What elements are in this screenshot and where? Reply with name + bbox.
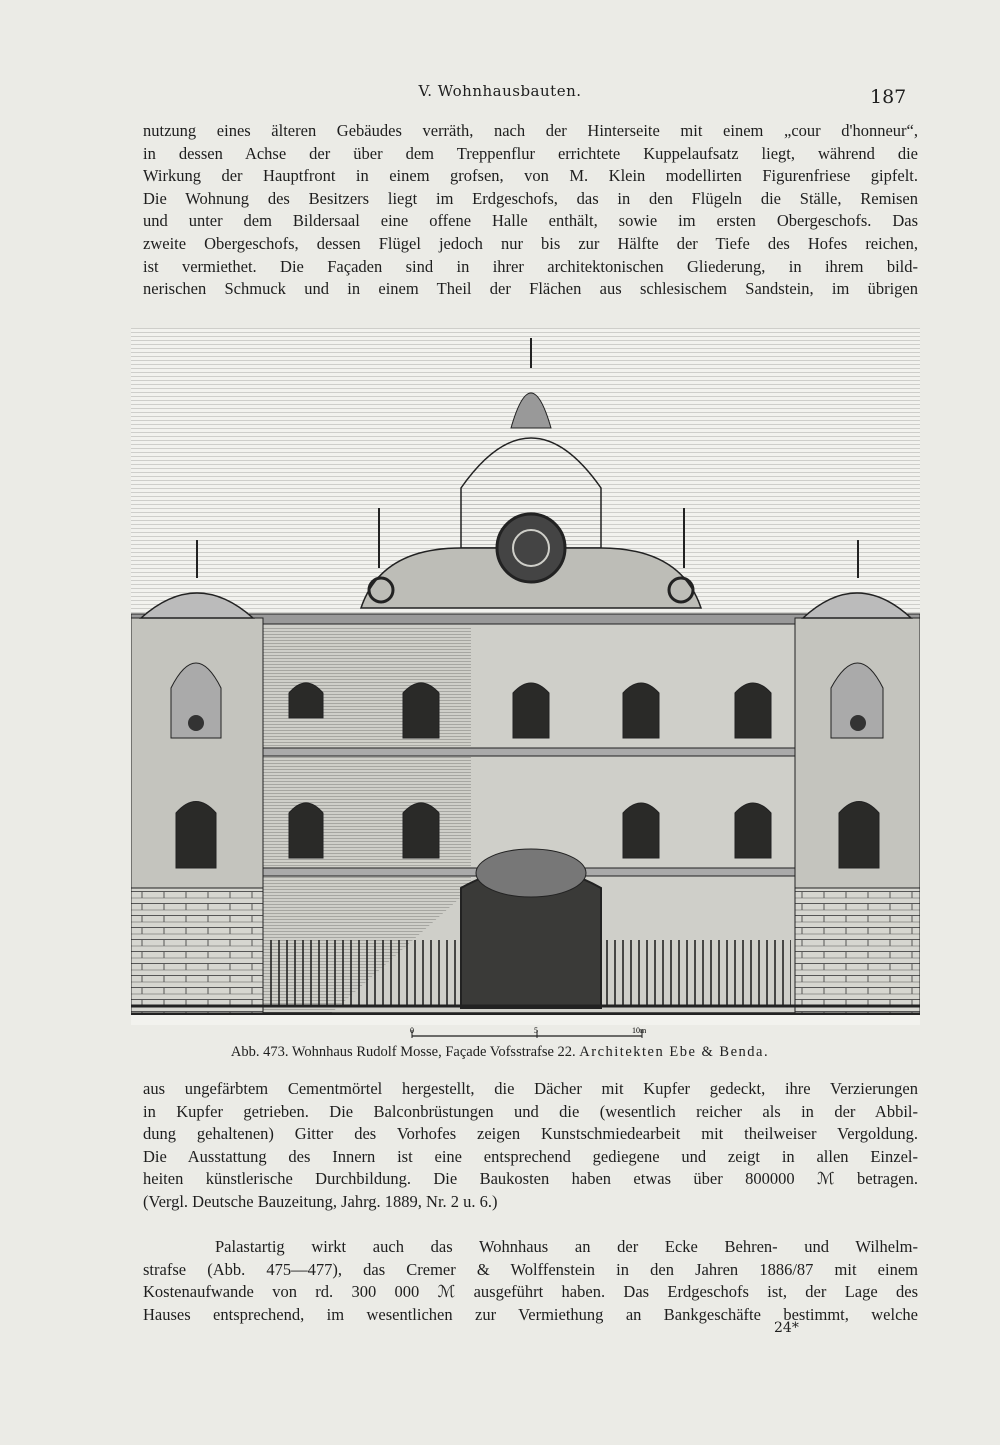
text-line: ist vermiethet. Die Façaden sind in ihrer architektonischen Gliederung, in ihrem bild- [143,256,918,276]
page-number: 187 [870,86,907,108]
scale-label-end: 10m [632,1026,647,1035]
left-dormer-oculus [188,715,204,731]
text-line: in dessen Achse der über dem Treppenflur errichtete Kuppelaufsatz liegt, während die [143,143,918,163]
window [623,803,659,858]
text-line: Kostenaufwande von rd. 300 000 ℳ ausgeführt haben. Das Erdgeschofs ist, der Lage des [143,1282,918,1302]
left-rusticated-base [131,888,263,1013]
central-rose-window [497,514,565,582]
text-line: nerischen Schmuck und in einem Theil der Flächen aus schlesischem Sandstein, im übrigen [143,279,918,299]
text-line: Palastartig wirkt auch das Wohnhaus an der Ecke Behren- und Wilhelm- [215,1237,918,1256]
scale-bar [410,1024,660,1046]
window [289,803,323,858]
text-line: strafse (Abb. 475—477), das Cremer & Wolffenstein in den Jahren 1886/87 mit einem [143,1259,918,1279]
signature-mark: 24* [774,1320,799,1336]
right-railing [606,940,791,1005]
running-title: V. Wohnhausbauten. [418,82,582,100]
text-line: zweite Obergeschofs, dessen Flügel jedoch nur bis zur Hälfte der Tiefe des Hofes reichen, [143,233,918,253]
text-line: dung gehaltenen) Gitter des Vorhofes zeigen Kunstschmiedearbeit mit theilweiser Vergoldung. [143,1124,918,1144]
window [403,803,439,858]
bottom-paragraph [143,1078,918,1214]
window [839,802,879,869]
top-paragraph [143,120,918,301]
window [623,683,659,738]
scale-label-start: 0 [410,1026,414,1035]
text-line: nutzung eines älteren Gebäudes verräth, nach der Hinterseite mit einem „cour d'honneur“, [143,121,918,140]
text-line: (Vergl. Deutsche Bauzeitung, Jahrg. 1889, Nr. 2 u. 6.) [143,1191,498,1211]
window [176,802,216,869]
caption-architects: Architekten Ebe & Benda. [579,1044,770,1060]
right-dormer-oculus [850,715,866,731]
window [735,683,771,738]
text-line: Die Ausstattung des Innern ist eine entsprechend gediegene und zeigt in allen Einzel- [143,1146,918,1166]
text-line: aus ungefärbtem Cementmörtel hergestellt, die Dächer mit Kupfer gedeckt, ihre Verzierungen [143,1079,918,1098]
window [403,683,439,738]
right-rusticated-base [795,888,920,1013]
figure-caption [0,1044,1000,1061]
text-line: in Kupfer getrieben. Die Balconbrüstungen und die (wesentlich reicher als in der Abbil- [143,1101,918,1121]
window [513,683,549,738]
scale-label-mid: 5 [534,1026,538,1035]
facade-drawing [131,328,920,1025]
portal-sculpture-group [476,849,586,897]
scale-bar-graphic [410,1024,660,1046]
left-railing [266,940,456,1005]
last-paragraph [143,1236,918,1326]
caption-main: Abb. 473. Wohnhaus Rudolf Mosse, Façade Vofsstrafse 22. [230,1044,576,1060]
text-line: und unter dem Bildersaal eine offene Halle enthält, sowie im ersten Obergeschofs. Das [143,211,918,231]
window [735,803,771,858]
facade-engraving [131,328,920,1025]
text-line: Die Wohnung des Besitzers liegt im Erdgeschofs, das in den Flügeln die Ställe, Remisen [143,188,918,208]
window [289,683,323,718]
text-line: Hauses entsprechend, im wesentlichen zur Vermiethung an Bankgeschäfte bestimmt, welche [143,1304,918,1324]
text-line: Wirkung der Hauptfront in einem grofsen, von M. Klein modellirten Figurenfriese gipfelt. [143,166,918,186]
text-line: heiten künstlerische Durchbildung. Die Baukosten haben etwas über 800000 ℳ betragen. [143,1169,918,1189]
